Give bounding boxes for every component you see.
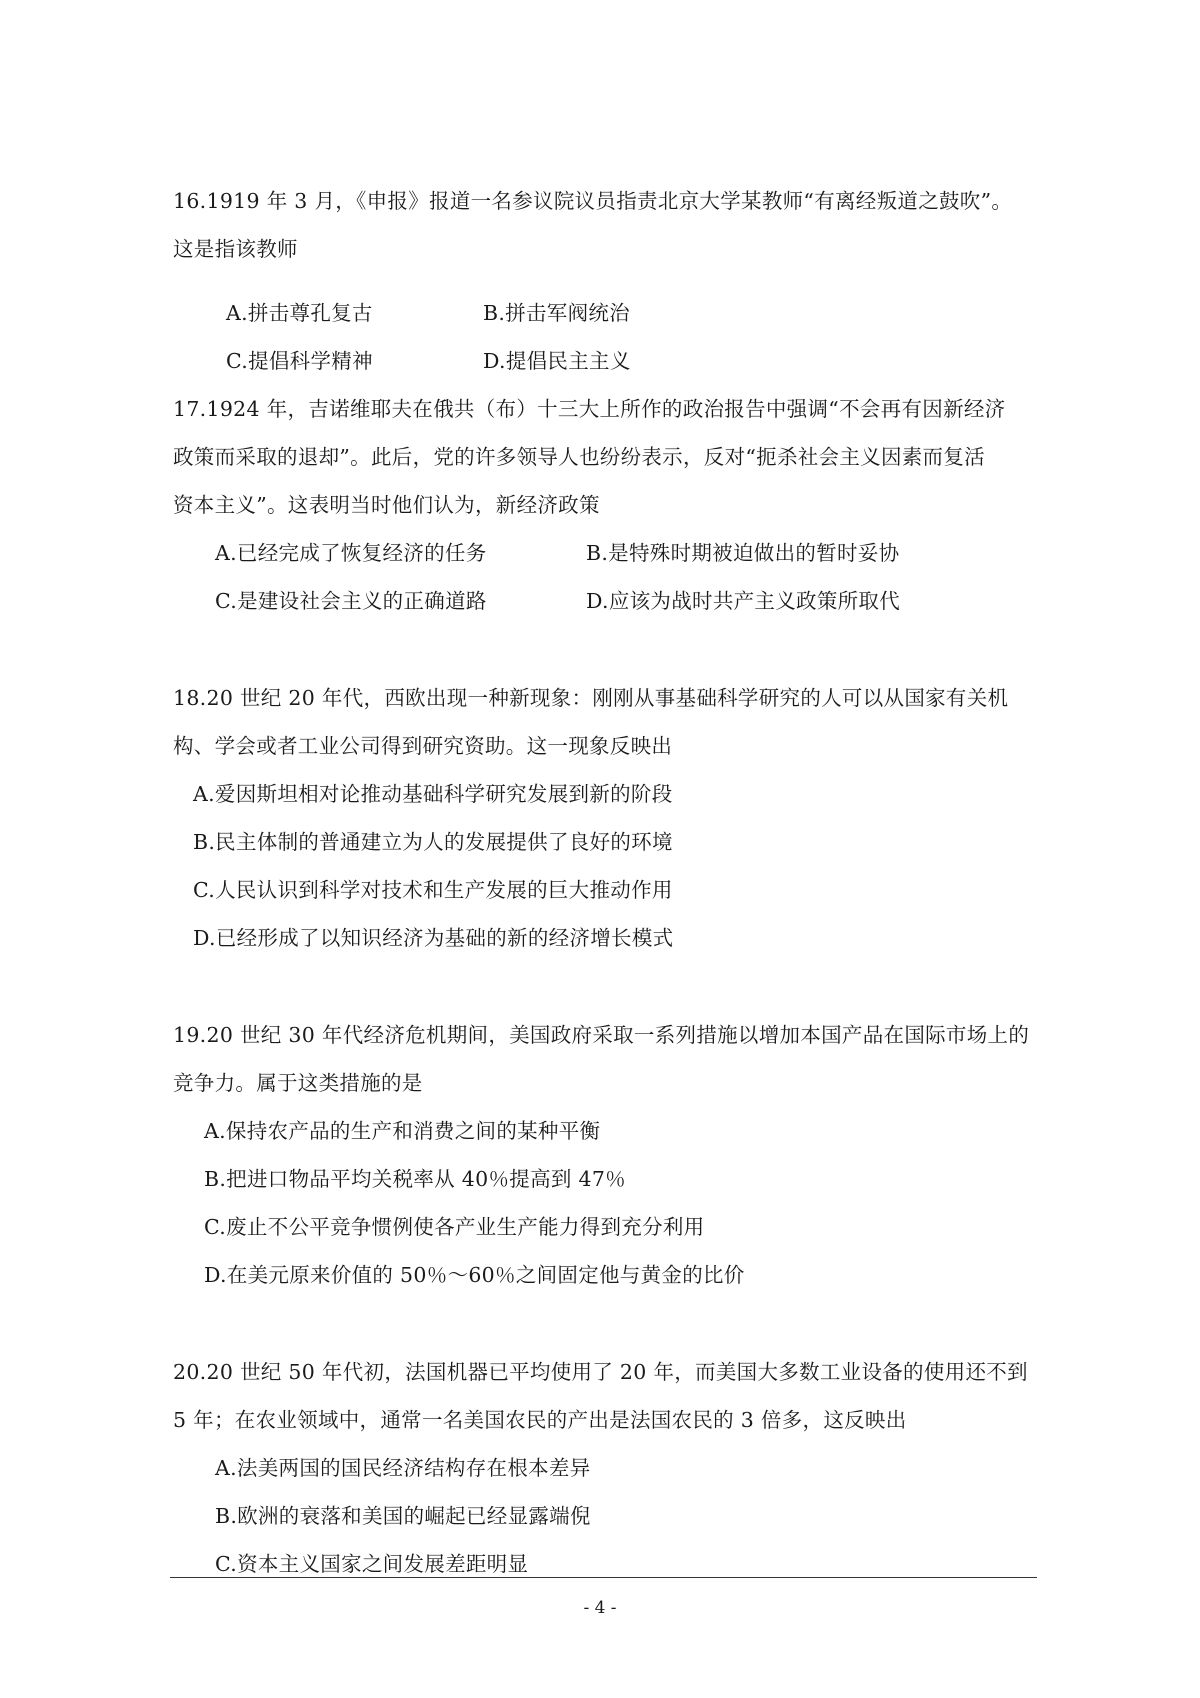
q18-stem-line-2: 构、学会或者工业公司得到研究资助。这一现象反映出 [173,734,673,758]
q17-option-d: D.应该为战时共产主义政策所取代 [586,589,901,613]
q18-option-d: D.已经形成了以知识经济为基础的新的经济增长模式 [193,926,674,950]
q16-option-d: D.提倡民主主义 [483,349,631,373]
footer-divider [170,1577,1037,1578]
q16-stem-line-1: 16.1919 年 3 月，《申报》报道一名参议院议员指责北京大学某教师“有离经叛道之鼓吹”。 [173,189,1013,213]
q17-stem-line-3: 资本主义”。这表明当时他们认为，新经济政策 [173,493,600,517]
q19-option-b: B.把进口物品平均关税率从 40％提高到 47％ [204,1167,626,1191]
q16-option-b: B.拼击军阀统治 [483,301,630,325]
page-number: - 4 - [583,1598,617,1618]
q20-option-a: A.法美两国的国民经济结构存在根本差异 [215,1456,591,1480]
q16-stem-line-2: 这是指该教师 [173,237,298,261]
q17-option-a: A.已经完成了恢复经济的任务 [215,541,487,565]
q19-option-c: C.废止不公平竞争惯例使各产业生产能力得到充分利用 [204,1215,705,1239]
q18-option-a: A.爱因斯坦相对论推动基础科学研究发展到新的阶段 [193,782,673,806]
q18-option-c: C.人民认识到科学对技术和生产发展的巨大推动作用 [193,878,673,902]
q20-stem-line-1: 20.20 世纪 50 年代初，法国机器已平均使用了 20 年，而美国大多数工业设备的使用还不到 [173,1360,1028,1384]
q20-option-b: B.欧洲的衰落和美国的崛起已经显露端倪 [215,1504,591,1528]
q18-option-b: B.民主体制的普通建立为人的发展提供了良好的环境 [193,830,673,854]
q17-stem-line-1: 17.1924 年，吉诺维耶夫在俄共（布）十三大上所作的政治报告中强调“不会再有因新经济 [173,397,1006,421]
q18-stem-line-1: 18.20 世纪 20 年代，西欧出现一种新现象：刚刚从事基础科学研究的人可以从国家有关机 [173,686,1009,710]
q17-option-c: C.是建设社会主义的正确道路 [215,589,487,613]
q17-option-b: B.是特殊时期被迫做出的暂时妥协 [586,541,900,565]
q19-option-a: A.保持农产品的生产和消费之间的某种平衡 [204,1119,601,1143]
q16-option-a: A.拼击尊孔复古 [226,301,373,325]
q19-option-d: D.在美元原来价值的 50％～60％之间固定他与黄金的比价 [204,1263,745,1287]
q20-option-c: C.资本主义国家之间发展差距明显 [215,1552,529,1576]
q19-stem-line-1: 19.20 世纪 30 年代经济危机期间，美国政府采取一系列措施以增加本国产品在国际市场上的 [173,1023,1030,1047]
q17-stem-line-2: 政策而采取的退却”。此后，党的许多领导人也纷纷表示，反对“扼杀社会主义因素而复活 [173,445,985,469]
q20-stem-line-2: 5 年；在农业领域中，通常一名美国农民的产出是法国农民的 3 倍多，这反映出 [173,1408,907,1432]
q16-option-c: C.提倡科学精神 [226,349,373,373]
q19-stem-line-2: 竞争力。属于这类措施的是 [173,1071,423,1095]
